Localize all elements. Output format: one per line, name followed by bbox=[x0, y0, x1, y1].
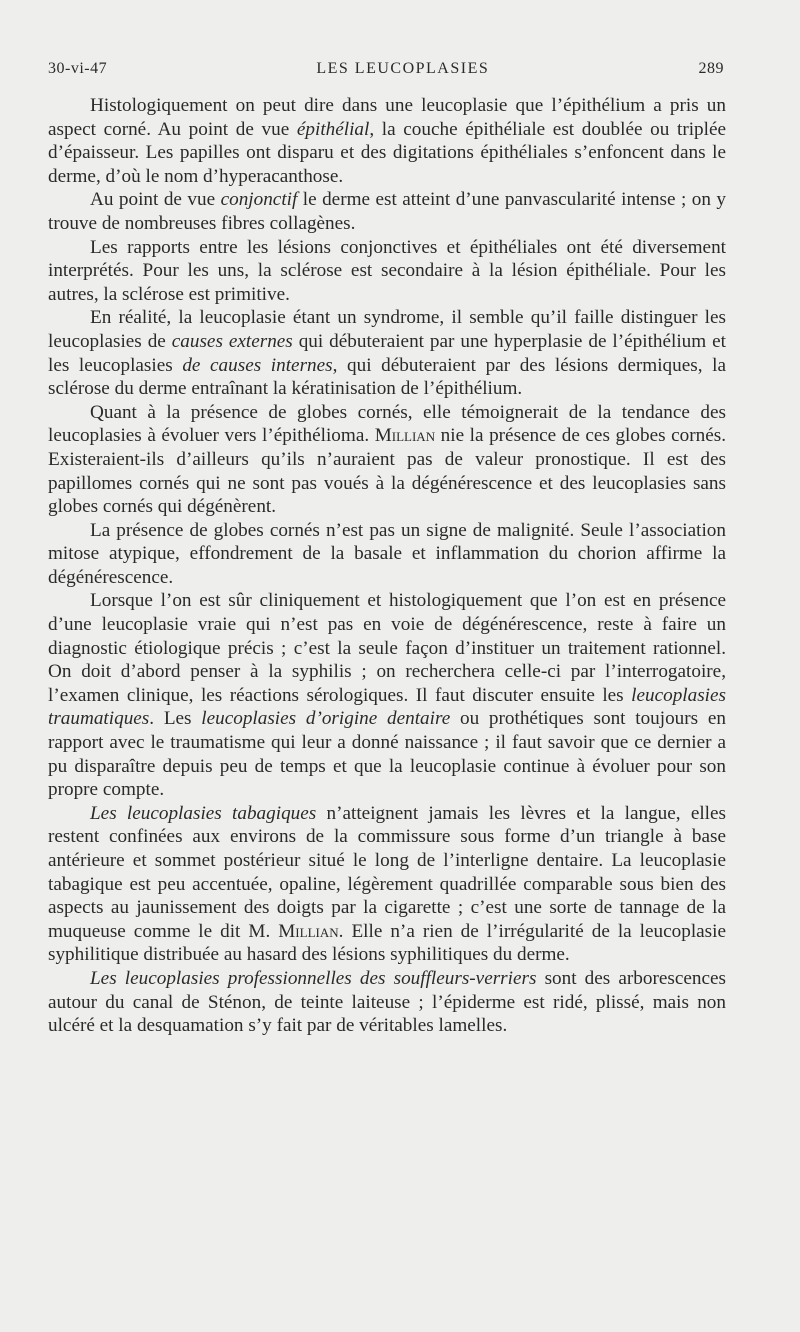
italic-phrase: leucoplasies traumatiques bbox=[48, 684, 726, 730]
italic-phrase: de causes internes bbox=[182, 354, 333, 376]
text-run: Histologiquement on peut dire dans une leucoplasie que l’épithélium a pris un aspect corné. Au point de vue bbox=[48, 95, 726, 140]
paragraph-4 bbox=[48, 306, 726, 400]
italic-phrase: Les leucoplasies tabagiques bbox=[90, 802, 317, 824]
running-header bbox=[48, 60, 726, 78]
paragraph-3 bbox=[48, 236, 726, 307]
author-name: Millian bbox=[374, 425, 436, 447]
text-run: qui débuteraient par une hyperplasie de l’épithélium et les leucoplasies bbox=[48, 330, 726, 376]
text-run: . Elle n’a rien de l’irrégularité de la leucoplasie syphilitique distribuée au hasard des lésions syphilitiques du derme. bbox=[48, 920, 726, 966]
text-run: En réalité, la leucoplasie étant un syndrome, il semble qu’il faille distinguer les leucoplasies de bbox=[48, 307, 726, 352]
header-title: LES LEUCOPLASIES bbox=[316, 60, 490, 77]
paragraph-2 bbox=[48, 188, 726, 235]
paragraph-7 bbox=[48, 589, 726, 801]
header-date: 30-vi-47 bbox=[48, 60, 108, 77]
text-run: Au point de vue bbox=[90, 189, 221, 211]
text-run: n’atteignent jamais les lèvres et la langue, elles restent confinées aux environs de la commissure sous forme d’un triangle à base antérieure et sommet postérieur situé le long de l’interligne dentaire. La leucoplasie tabagique est peu accentuée, opaline, légèrement quadrillée comparable sous bien des aspects au jaunissement des doigts par la cigarette ; c’est une sorte de tannage de la muqueuse comme le dit M. bbox=[48, 802, 726, 942]
text-run: le derme est atteint d’une panvascularité intense ; on y trouve de nombreuses fibres collagènes. bbox=[48, 189, 726, 234]
text-run: Les rapports entre les lésions conjonctives et épithéliales ont été diversement interprétés. Pour les uns, la sclérose est secondaire à la lésion épithéliale. Pour les autres, la sclérose est primitive. bbox=[48, 236, 726, 305]
author-name: Millian bbox=[278, 920, 339, 942]
text-run: , qui débuteraient par des lésions dermiques, la sclérose du derme entraînant la kératinisation de l’épithélium. bbox=[48, 354, 726, 400]
text-run: , la couche épithéliale est doublée ou triplée d’épaisseur. Les papilles ont disparu et des digitations épithéliales s’enfoncent dans le derme, d’où le nom d’hyperacanthose. bbox=[48, 118, 726, 187]
italic-phrase: épithélial bbox=[296, 118, 370, 140]
italic-phrase: causes externes bbox=[171, 330, 293, 352]
paragraph-8 bbox=[48, 802, 726, 967]
paragraph-1 bbox=[48, 94, 726, 188]
paragraph-6 bbox=[48, 519, 726, 590]
italic-phrase: leucoplasies d’origine dentaire bbox=[201, 708, 451, 730]
italic-phrase: Les leucoplasies professionnelles des souffleurs-verriers bbox=[90, 967, 537, 989]
text-run: Lorsque l’on est sûr cliniquement et histologiquement que l’on est en présence d’une leucoplasie vraie qui n’est pas en voie de dégénérescence, reste à faire un diagnostic étiologique précis ; c’est la seule façon d’instituer un traitement rationnel. On doit d’abord penser à la syphilis ; on recherchera celle-ci par l’interrogatoire, l’examen clinique, les réactions sérologiques. Il faut discuter ensuite les bbox=[48, 590, 726, 706]
text-run: sont des arborescences autour du canal de Sténon, de teinte laiteuse ; l’épiderme est ridé, plissé, mais non ulcéré et la desquamation s’y fait par de véritables lamelles. bbox=[48, 967, 726, 1037]
paragraph-5 bbox=[48, 401, 726, 519]
text-run: nie la présence de ces globes cornés. Existeraient-ils d’ailleurs qu’ils n’auraient pas de valeur pronostique. Il est des papillomes cornés qui ne sont pas voués à la dégénérescence et des leucoplasies sans globes cornés qui dégénèrent. bbox=[48, 425, 726, 518]
text-run: La présence de globes cornés n’est pas un signe de malignité. Seule l’association mitose atypique, effondrement de la basale et inflammation du chorion affirme la dégénérescence. bbox=[48, 519, 726, 588]
text-run: ou prothétiques sont toujours en rapport avec le traumatisme qui leur a donné naissance ; il faut savoir que ce dernier a pu disparaître depuis peu de temps et que la leucoplasie continue à évoluer pour son propre compte. bbox=[48, 708, 726, 801]
text-run: . Les bbox=[149, 708, 202, 730]
body-text bbox=[48, 94, 726, 1038]
text-run: Quant à la présence de globes cornés, elle témoignerait de la tendance des leucoplasies à évoluer vers l’épithélioma. bbox=[48, 401, 726, 447]
page-number: 289 bbox=[698, 60, 724, 77]
italic-phrase: conjonctif bbox=[220, 189, 298, 211]
paragraph-9 bbox=[48, 967, 726, 1038]
